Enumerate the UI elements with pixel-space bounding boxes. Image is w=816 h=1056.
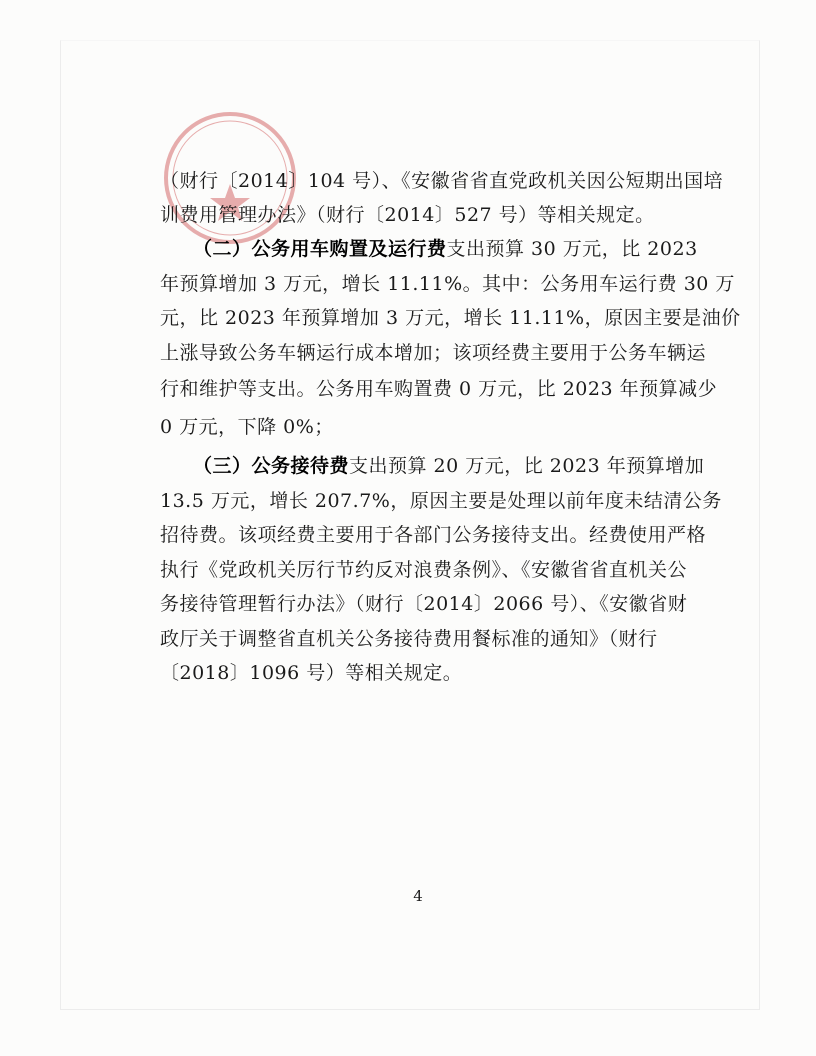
text-line: （财行〔2014〕104 号）、《安徽省省直党政机关因公短期出国培 (160, 170, 724, 192)
text-line: （二）公务用车购置及运行费支出预算 30 万元，比 2023 (193, 238, 698, 260)
text-line: （三）公务接待费支出预算 20 万元，比 2023 年预算增加 (193, 455, 705, 477)
section-heading: （三）公务接待费 (193, 455, 350, 477)
text-line: 行和维护等支出。公务用车购置费 0 万元，比 2023 年预算减少 (160, 378, 718, 400)
text-line: 〔2018〕1096 号）等相关规定。 (160, 662, 463, 684)
text-line: 年预算增加 3 万元，增长 11.11%。其中：公务用车运行费 30 万 (160, 273, 735, 295)
text-line: 务接待管理暂行办法》（财行〔2014〕2066 号）、《安徽省财 (160, 593, 688, 615)
text-line: 0 万元，下降 0%； (160, 416, 334, 438)
text-line: 训费用管理办法》（财行〔2014〕527 号）等相关规定。 (160, 204, 655, 226)
text-line: 13.5 万元，增长 207.7%，原因主要是处理以前年度未结清公务 (160, 490, 722, 512)
text-line: 执行《党政机关厉行节约反对浪费条例》、《安徽省省直机关公 (160, 559, 688, 581)
text-line: 上涨导致公务车辆运行成本增加；该项经费主要用于公务车辆运 (160, 342, 707, 364)
text-line: 元，比 2023 年预算增加 3 万元，增长 11.11%，原因主要是油价 (160, 307, 741, 329)
text-line: 政厅关于调整省直机关公务接待费用餐标准的通知》（财行 (160, 628, 658, 650)
section-heading: （二）公务用车购置及运行费 (193, 238, 447, 260)
page-number: 4 (413, 887, 423, 905)
text-line: 招待费。该项经费主要用于各部门公务接待支出。经费使用严格 (160, 524, 707, 546)
